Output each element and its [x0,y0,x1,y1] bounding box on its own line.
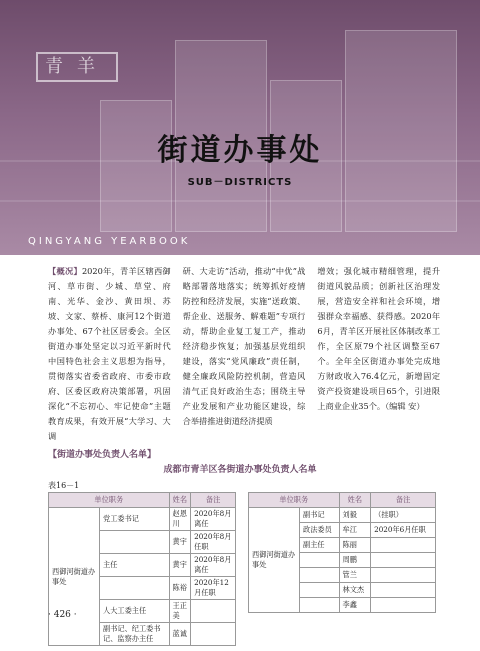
name-cell: 管兰 [339,568,371,583]
overview-tag: 【概况】 [48,266,82,276]
note-cell: （挂职） [371,508,436,523]
role-cell: 政法委员 [300,523,340,538]
name-cell: 黄宇 [169,531,191,554]
name-cell: 周鹏 [339,553,371,568]
table-number: 表16－1 [48,481,80,490]
name-cell: 王正美 [169,600,191,623]
note-cell [371,538,436,553]
table-header-row [249,493,436,508]
role-cell: 主任 [100,554,170,577]
name-cell: 陈丽 [339,538,371,553]
leaders-table-left [48,492,236,646]
name-cell: 黄宇 [169,554,191,577]
table-title: 成都市青羊区各街道办事处负责人名单 [163,465,317,475]
role-cell [100,577,170,600]
note-cell [371,598,436,613]
overview-column-1 [48,264,171,441]
name-cell: 李鑫 [339,598,371,613]
qingyang-seal: 青羊 [36,52,118,82]
leaders-table-right [248,492,436,613]
decor-stripe [0,200,480,202]
overview-editor: （编辑 安） [385,401,425,411]
role-cell: 副书记、纪工委书记、监察办主任 [100,623,170,646]
role-cell [100,531,170,554]
table-row [49,508,236,531]
table-header-row [49,493,236,508]
note-cell [371,583,436,598]
page-subtitle: SUB－DISTRICTS [187,177,293,188]
role-cell [300,598,340,613]
note-cell: 2020年8月离任 [191,508,236,531]
section-heading: 【街道办事处负责人名单】 [48,450,157,460]
table-header-cell: 备注 [191,493,236,508]
table-header-cell: 姓名 [169,493,191,508]
name-cell: 林文杰 [339,583,371,598]
note-cell: 2020年8月任职 [191,531,236,554]
role-cell: 副主任 [300,538,340,553]
table-header-cell: 备注 [371,493,436,508]
name-cell: 牟江 [339,523,371,538]
overview-column-3 [317,264,440,424]
role-cell: 党工委书记 [100,508,170,531]
note-cell [191,623,236,646]
table-header-cell: 单位职务 [49,493,170,508]
unit-cell: 西御河街道办事处 [249,508,300,613]
page-number: · 426 · [48,610,77,620]
role-cell [300,568,340,583]
name-cell: 赵恩川 [169,508,191,531]
role-cell: 人大工委主任 [100,600,170,623]
role-cell [300,553,340,568]
role-cell: 副书记 [300,508,340,523]
name-cell: 蓝诚 [169,623,191,646]
table-row [249,508,436,523]
unit-cell: 西御河街道办事处 [49,508,100,646]
note-cell [371,568,436,583]
table-header-cell: 单位职务 [249,493,340,508]
yearbook-label: QINGYANG YEARBOOK [28,236,191,247]
overview-text-1: 2020年，青羊区辖西御河、草市街、少城、草堂、府南、光华、金沙、黄田坝、苏坡、文家、蔡桥、康河12个街道办事处、67个社区居委会。全区街道办事处坚定以习近平新时代中国特色社会主义思想为指导，贯彻落实省委省政府、市委市政府、区委区政府决策部署，巩固深化“不忘初心、牢记使命”主题教育成果，有效开展“大学习、大调 [48,266,171,441]
name-cell: 刘毅 [339,508,371,523]
note-cell: 2020年6月任职 [371,523,436,538]
note-cell [191,600,236,623]
note-cell: 2020年8月离任 [191,554,236,577]
name-cell: 陈裕 [169,577,191,600]
role-cell [300,583,340,598]
page-title: 街道办事处 [157,133,323,168]
overview-text-2: 研、大走访”活动，推动“中优”战略部署落地落实；统筹抓好疫情防控和经济发展，实施“送政策、帮企业、送服务、解难题”专项行动，帮助企业复工复工产，推动经济稳步恢复；加强基层党组织建设，落实“党风廉政”责任制，健全廉政风险防控机制，营造风清气正良好政治生态；围绕主导产业发展和产业功能区建设，综合举措推进街道经济提质 [182,266,306,426]
overview-body [48,264,441,441]
overview-column-2 [183,264,306,424]
table-header-cell: 姓名 [339,493,371,508]
note-cell [371,553,436,568]
overview-text-3: 增效；强化城市精细管理，提升街道风貌品质；创新社区治理发展，营造安全祥和社会环境，增强群众幸福感、获得感。2020年6月，青羊区开展社区体制改革工作，全区原79个社区调整至67个。全年全区街道办事处完成地方财政收入76.4亿元，新增固定资产投资建设项目65个，引进限上商业企业35个。 [317,266,441,411]
note-cell: 2020年12月任职 [191,577,236,600]
